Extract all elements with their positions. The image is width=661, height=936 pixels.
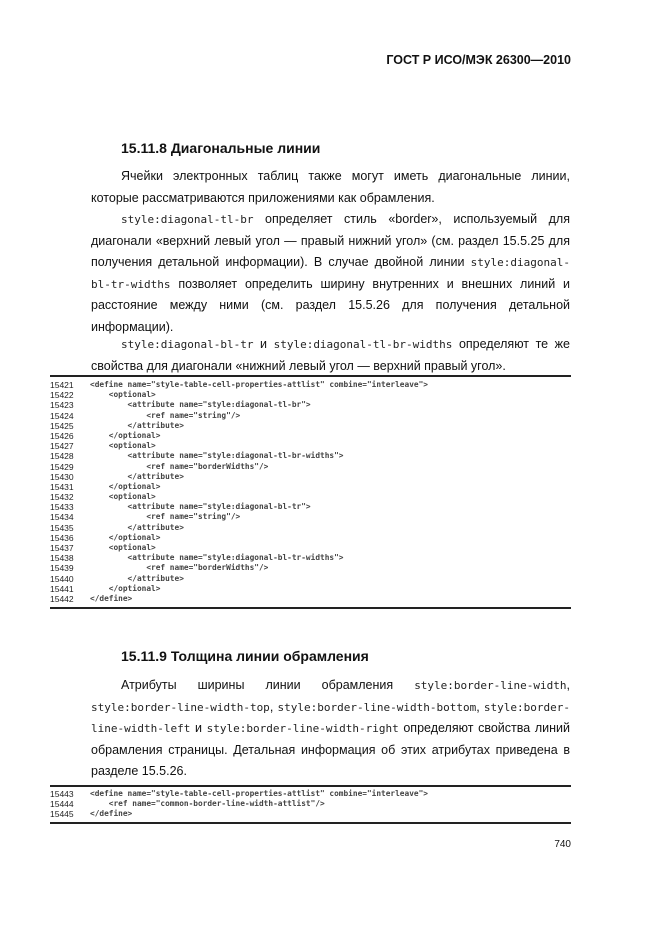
code-listing-border-width [50, 785, 571, 824]
line-number: 15440 [50, 573, 74, 584]
code-line [50, 584, 571, 594]
code-text: </optional> [90, 583, 161, 593]
code-line [50, 543, 571, 553]
line-number: 15437 [50, 543, 74, 553]
code-line [50, 472, 571, 482]
line-number: 15444 [50, 799, 74, 810]
code-text: <attribute name="style:diagonal-tl-br-widths"> [90, 451, 344, 461]
paragraph-intro [91, 166, 570, 209]
line-number: 15428 [50, 451, 74, 462]
line-number: 15441 [50, 583, 74, 594]
code-line [50, 574, 571, 584]
code-line [50, 594, 571, 604]
paragraph-text: , [269, 699, 278, 714]
code-inline: style:border-line-width-left [91, 700, 570, 735]
paragraph-text: и [190, 721, 207, 735]
code-text: <ref name="common-border-line-width-attlist"/> [90, 799, 325, 809]
code-text: <ref name="borderWidths"/> [90, 461, 269, 471]
code-inline: style:diagonal-bl-tr [121, 338, 254, 351]
line-number: 15426 [50, 430, 74, 441]
line-number: 15439 [50, 563, 74, 574]
code-listing-diagonal [50, 375, 571, 609]
line-number: 15443 [50, 789, 74, 799]
line-number: 15427 [50, 441, 74, 452]
code-text: <optional> [90, 543, 156, 552]
code-text: </attribute> [90, 420, 184, 430]
paragraph-text: Ячейки электронных таблиц также могут иметь диагональные линии, которые рассматриваются приложениями как обрамления. [91, 169, 570, 205]
code-line [50, 380, 571, 390]
line-number: 15434 [50, 512, 74, 523]
code-text: </optional> [90, 481, 161, 491]
line-number: 15429 [50, 461, 74, 472]
code-line [50, 553, 571, 563]
code-text: <ref name="borderWidths"/> [90, 563, 269, 573]
paragraph-text: определяет стиль «border», используемый для диагонали «верхний левый угол — правый нижний угол» (см. раздел 15.5.25 для получения детальной информации). В случае двойной линии [91, 212, 570, 269]
line-number: 15436 [50, 532, 74, 543]
code-text: <attribute name="style:diagonal-tl-br"> [90, 400, 311, 410]
code-line [50, 809, 571, 819]
code-line [50, 462, 571, 472]
line-number: 15435 [50, 522, 74, 533]
paragraph-text: позволяет определить ширину внутренних и внешних линий и расстояние между ними (см. раздел 15.5.26 для получения детальной информации). [91, 276, 570, 334]
code-text: </attribute> [90, 471, 184, 481]
code-line [50, 789, 571, 799]
code-line [50, 421, 571, 431]
code-inline: style:border-line-width-top [91, 700, 270, 714]
code-inline: style:border-line-width [414, 679, 567, 692]
paragraph-text: определяют те же свойства для диагонали «нижний левый угол — верхний правый угол». [91, 337, 570, 373]
code-text: <ref name="string"/> [90, 410, 241, 420]
code-line [50, 799, 571, 809]
code-line [50, 563, 571, 573]
line-number: 15438 [50, 553, 74, 564]
code-line [50, 482, 571, 492]
line-number: 15421 [50, 380, 74, 390]
code-line [50, 431, 571, 441]
line-number: 15433 [50, 502, 74, 513]
paragraph-text: Атрибуты ширины линии обрамления [121, 678, 415, 692]
code-line [50, 400, 571, 410]
code-inline: style:border-line-width-right [206, 722, 399, 735]
line-number: 15424 [50, 410, 74, 421]
document-header: ГОСТ Р ИСО/МЭК 26300—2010 [386, 53, 571, 67]
code-text: </define> [90, 593, 133, 603]
code-text: </attribute> [90, 573, 184, 583]
code-text: </attribute> [90, 522, 184, 532]
code-line [50, 533, 571, 543]
paragraph-text: и [253, 337, 274, 351]
code-text: <define name="style-table-cell-properties-attlist" combine="interleave"> [90, 789, 428, 798]
paragraph-border-width [91, 675, 570, 783]
line-number: 15442 [50, 593, 74, 604]
paragraph-diagonal-bl-tr [91, 334, 570, 377]
code-line [50, 523, 571, 533]
code-text: <optional> [90, 390, 156, 400]
code-inline: style:border-line-width-bottom [277, 700, 477, 714]
code-inline: style:diagonal-tl-br-widths [273, 338, 453, 351]
code-text: <define name="style-table-cell-properties-attlist" combine="interleave"> [90, 380, 428, 389]
section-title-diagonal-lines: 15.11.8 Диагональные линии [121, 140, 321, 156]
paragraph-text: , [476, 699, 484, 714]
code-text: </optional> [90, 532, 161, 542]
line-number: 15423 [50, 400, 74, 411]
code-text: <optional> [90, 441, 156, 451]
section-title-border-width: 15.11.9 Толщина линии обрамления [121, 648, 369, 664]
line-number: 15422 [50, 390, 74, 401]
code-text: <ref name="string"/> [90, 512, 241, 522]
code-line [50, 492, 571, 502]
line-number: 15430 [50, 471, 74, 482]
code-line [50, 390, 571, 400]
line-number: 15425 [50, 420, 74, 431]
code-text: </optional> [90, 430, 161, 440]
code-inline: style:diagonal-bl-tr-widths [91, 256, 570, 291]
code-line [50, 451, 571, 461]
line-number: 15432 [50, 492, 74, 503]
code-text: <attribute name="style:diagonal-bl-tr-widths"> [90, 553, 344, 563]
paragraph-text: , [566, 678, 570, 692]
code-line [50, 512, 571, 522]
code-inline: style:diagonal-tl-br [121, 213, 254, 226]
paragraph-text: определяют свойства линий обрамления страницы. Детальная информация об этих атрибутах приведена в разделе 15.5.26. [91, 721, 570, 778]
code-line [50, 441, 571, 451]
page-number: 740 [554, 839, 571, 850]
code-text: <attribute name="style:diagonal-bl-tr"> [90, 502, 311, 512]
line-number: 15431 [50, 481, 74, 492]
code-text: <optional> [90, 492, 156, 502]
paragraph-diagonal-tl-br [91, 209, 570, 338]
code-line [50, 411, 571, 421]
code-text: </define> [90, 809, 133, 819]
code-line [50, 502, 571, 512]
line-number: 15445 [50, 809, 74, 820]
